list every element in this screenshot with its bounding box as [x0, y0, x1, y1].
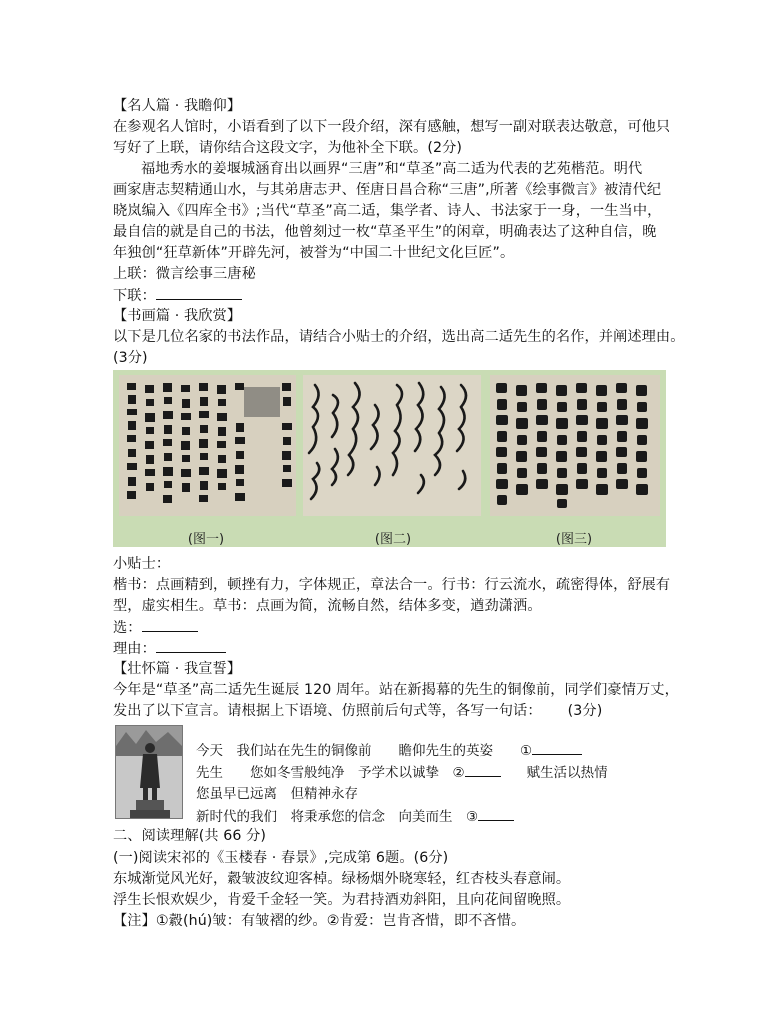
pledge-text: 今天 我们站在先生的铜像前 瞻仰先生的英姿 ① [196, 743, 533, 759]
pledge-text: 新时代的我们 将秉承您的信念 向美而生 ③ [196, 809, 479, 825]
passage-line: 福地秀水的姜堰城涵育出以画界“三唐”和“草圣”高二适为代表的艺苑楷范。明代 [141, 161, 643, 177]
pledge-text: 先生 您如冬雪般纯净 予学术以诚挚 ② [196, 765, 465, 781]
regular-script-strokes [119, 375, 296, 516]
pledge-text: 赋生活以热情 [526, 765, 608, 781]
passage-line: 画家唐志契精通山水，与其弟唐志尹、侄唐日昌合称“三唐”,所著《绘事微言》被清代纪 [113, 182, 662, 198]
tip-text: 楷书：点画精到，顿挫有力，字体规正，章法合一。行书：行云流水，疏密得体，舒展有 [113, 577, 671, 593]
upper-couplet: 上联：微言绘事三唐秘 [113, 266, 256, 282]
section-heading-calligraphy: 【书画篇 · 我欣赏】 [113, 308, 242, 324]
bronze-statue-image [116, 726, 182, 818]
intro-text: 写好了上联，请你结合这段文字，为他补全下联。(2分) [113, 140, 463, 156]
pledge-line-1 [196, 740, 582, 761]
poem-note: 【注】①縠(hú)皱：有皱褶的纱。②肯爱：岂肯吝惜，即不吝惜。 [113, 913, 526, 929]
reading-subquestion: (一)阅读宋祁的《玉楼春 · 春景》,完成第 6题。(6分) [113, 850, 449, 866]
reason-row [113, 638, 226, 660]
tip-title: 小贴士： [113, 556, 171, 572]
caption-figure-2: (图二) [374, 532, 412, 547]
caption-figure-1: (图一) [187, 532, 225, 547]
question-text: 今年是“草圣”高二适先生诞辰 120 周年。站在新揭幕的先生的铜像前，同学们豪情万丈， [113, 682, 679, 698]
section-heading-reading: 二、阅读理解(共 66 分) [113, 828, 267, 844]
passage-line: 最自信的就是自己的书法，他曾刻过一枚“草圣平生”的闲章，明确表达了这种自信，晚 [113, 224, 657, 240]
intro-text: 在参观名人馆时，小语看到了以下一段介绍，深有感触，想写一副对联表达敬意，可他只 [113, 119, 671, 135]
caption-figure-3: (图三) [555, 532, 593, 547]
question-text-main: 发出了以下宣言。请根据上下语境、仿照前后句式等，各写一句话： [113, 703, 542, 719]
pledge-blank-2[interactable] [465, 762, 501, 777]
statue-photo [115, 725, 183, 819]
poem-line: 浮生长恨欢娱少，肯爱千金轻一笑。为君持酒劝斜阳，且向花间留晚照。 [113, 892, 571, 908]
running-script-strokes [490, 375, 660, 516]
cursive-script-strokes [303, 375, 481, 516]
pledge-line-4 [196, 806, 514, 827]
tip-text: 型，虚实相生。草书：点画为简，流畅自然，结体多变，遒劲潇洒。 [113, 598, 542, 614]
pledge-blank-3[interactable] [478, 806, 514, 821]
choose-row [113, 617, 198, 639]
reason-blank[interactable] [156, 638, 226, 653]
pledge-line-2 [196, 762, 608, 783]
choose-label: 选： [113, 620, 142, 636]
question-text [113, 701, 602, 722]
passage-line: 晓岚编入《四库全书》;当代“草圣”高二适，集学者、诗人、书法家于一身，一生当中， [113, 203, 662, 219]
pledge-line-3: 您虽早已远离 但精神永存 [196, 786, 358, 802]
calligraphy-image-3 [490, 375, 660, 516]
lower-couplet [113, 285, 242, 307]
choose-blank[interactable] [142, 617, 198, 632]
question-score: (3分) [567, 703, 603, 719]
calligraphy-panel [113, 370, 666, 547]
section-heading-celebrity: 【名人篇 · 我瞻仰】 [113, 98, 242, 114]
lower-couplet-blank[interactable] [156, 285, 242, 300]
section-heading-pledge: 【壮怀篇 · 我宣誓】 [113, 661, 242, 677]
question-text: 以下是几位名家的书法作品，请结合小贴士的介绍，选出高二适先生的名作，并阐述理由。 [113, 329, 685, 345]
lower-couplet-label: 下联： [113, 288, 156, 304]
passage-line: 年独创“狂草新体”开辟先河，被誉为“中国二十世纪文化巨匠”。 [113, 245, 515, 261]
pledge-blank-1[interactable] [532, 740, 582, 755]
question-score: (3分) [113, 350, 148, 366]
reason-label: 理由： [113, 641, 156, 657]
calligraphy-image-1 [119, 375, 296, 516]
calligraphy-image-2 [303, 375, 481, 516]
poem-line: 东城渐觉风光好，縠皱波纹迎客棹。绿杨烟外晓寒轻，红杏枝头春意闹。 [113, 871, 571, 887]
